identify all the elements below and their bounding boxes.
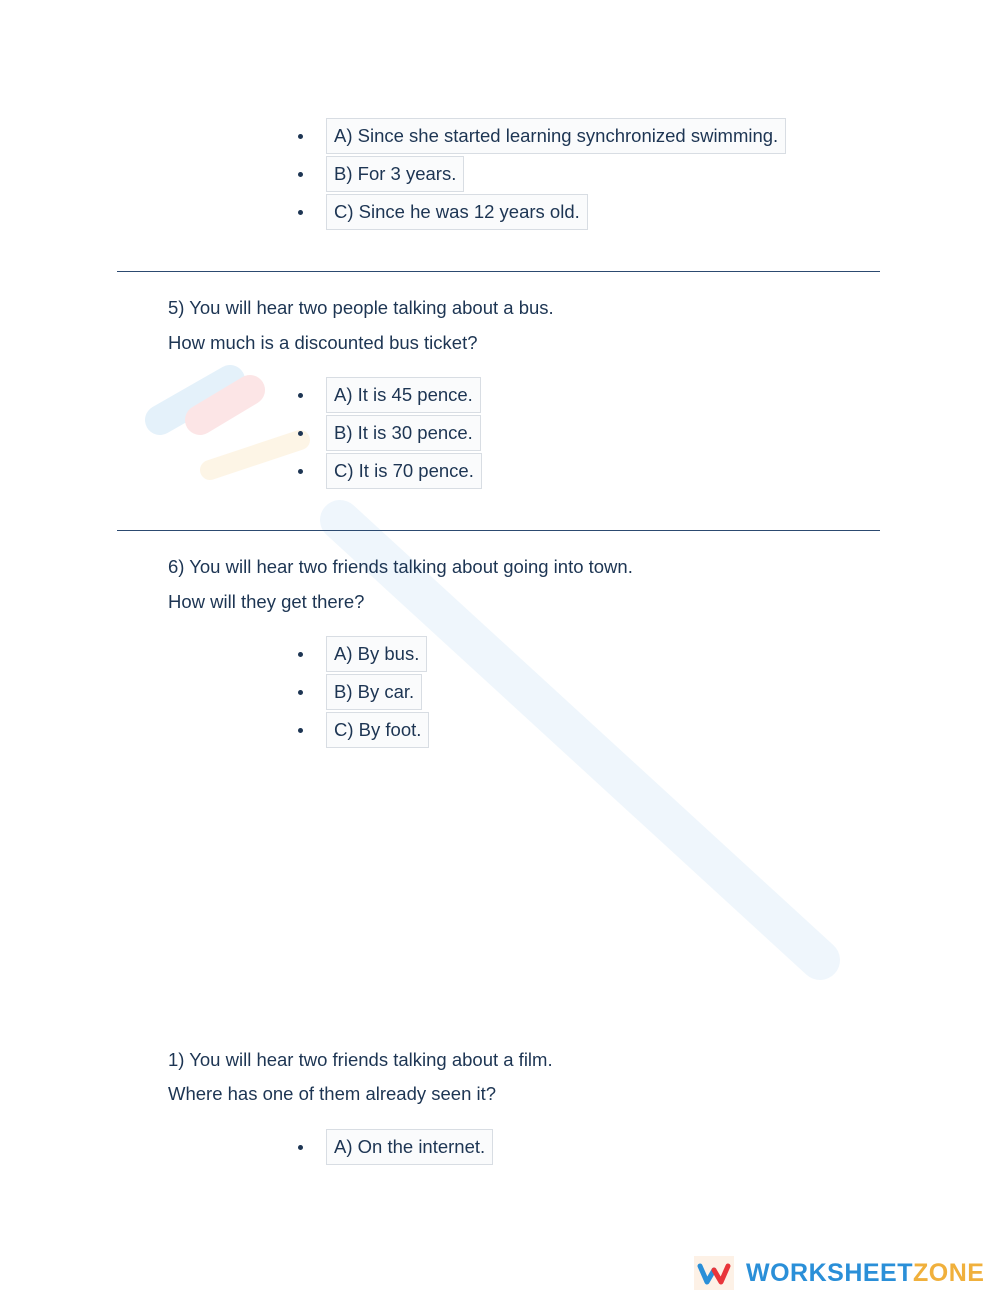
option-q1-a[interactable]: [298, 1129, 493, 1165]
bullet: [298, 469, 303, 474]
brand-part1: WORKSHEET: [746, 1258, 913, 1287]
option-q6-c[interactable]: [298, 712, 429, 748]
question-prompt: How much is a discounted bus ticket?: [168, 332, 478, 353]
answer-box[interactable]: C) Since he was 12 years old.: [326, 194, 588, 230]
question-title: 1) You will hear two friends talking about a film.: [168, 1049, 553, 1070]
answer-box[interactable]: B) By car.: [326, 674, 422, 710]
bullet: [298, 690, 303, 695]
answer-box[interactable]: A) On the internet.: [326, 1129, 493, 1165]
option-q6-b[interactable]: [298, 674, 422, 710]
option-q4-b[interactable]: [298, 156, 464, 192]
brand-part2: ZONE: [913, 1258, 985, 1287]
answer-box[interactable]: A) By bus.: [326, 636, 427, 672]
option-q5-a[interactable]: [298, 377, 481, 413]
bullet: [298, 210, 303, 215]
bullet: [298, 134, 303, 139]
answer-box[interactable]: B) It is 30 pence.: [326, 415, 481, 451]
bullet: [298, 393, 303, 398]
divider: [117, 271, 880, 272]
option-q4-a[interactable]: [298, 118, 786, 154]
worksheetzone-logo: [694, 1256, 984, 1290]
answer-box[interactable]: C) By foot.: [326, 712, 429, 748]
option-q5-b[interactable]: [298, 415, 481, 451]
question-title: 6) You will hear two friends talking about going into town.: [168, 556, 633, 577]
answer-box[interactable]: A) Since she started learning synchronized swimming.: [326, 118, 786, 154]
answer-box[interactable]: A) It is 45 pence.: [326, 377, 481, 413]
bullet: [298, 1145, 303, 1150]
bullet: [298, 652, 303, 657]
w-logo-icon: [694, 1256, 734, 1290]
question-title: 5) You will hear two people talking about a bus.: [168, 297, 554, 318]
option-q6-a[interactable]: [298, 636, 427, 672]
question-prompt: Where has one of them already seen it?: [168, 1083, 497, 1104]
option-q4-c[interactable]: [298, 194, 588, 230]
answer-box[interactable]: B) For 3 years.: [326, 156, 464, 192]
bullet: [298, 431, 303, 436]
divider: [117, 530, 880, 531]
option-q5-c[interactable]: [298, 453, 482, 489]
question-prompt: How will they get there?: [168, 591, 365, 612]
answer-box[interactable]: C) It is 70 pence.: [326, 453, 482, 489]
bullet: [298, 172, 303, 177]
bullet: [298, 728, 303, 733]
